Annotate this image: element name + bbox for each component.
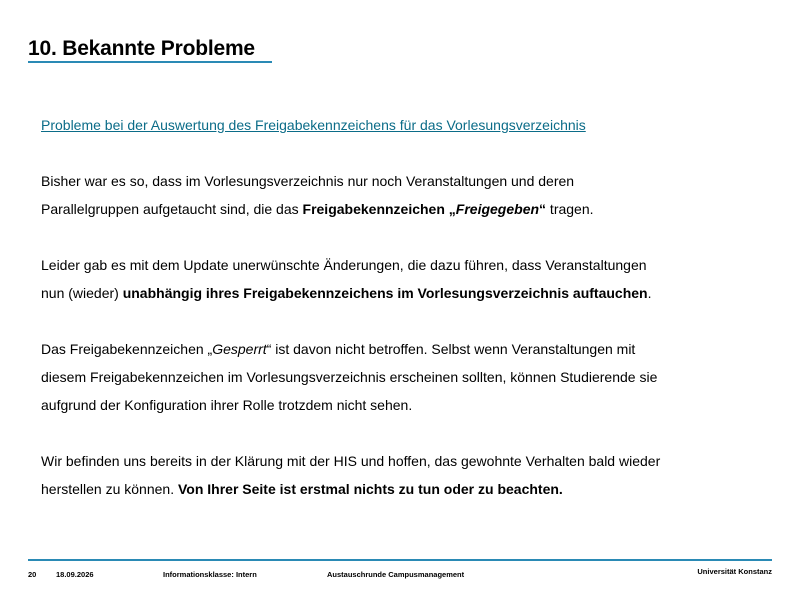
spacer [41, 223, 761, 251]
paragraph-2-text: nun (wieder) [41, 285, 123, 301]
paragraph-2-bold: unabhängig ihres Freigabekennzeichens im Vorlesungsverzeichnis auftauchen [122, 285, 648, 301]
paragraph-2 [41, 251, 761, 307]
footer-date: 18.09.2026 [56, 570, 94, 579]
footer-topic: Austauschrunde Campusmanagement [327, 570, 465, 579]
paragraph-4-bold: Von Ihrer Seite ist erstmal nichts zu tun oder zu beachten. [177, 481, 563, 497]
paragraph-3-italic: Gesperrt [212, 341, 267, 357]
paragraph-4-text: herstellen zu können. [41, 481, 178, 497]
section-heading [41, 111, 761, 139]
spacer [41, 139, 761, 167]
paragraph-1-bold: Freigabekennzeichen „ [302, 201, 456, 217]
page-title: 10. Bekannte Probleme [28, 37, 255, 60]
paragraph-3-line-2: diesem Freigabekennzeichen im Vorlesungsverzeichnis erscheinen sollten, können Studierende sie [41, 369, 658, 385]
footer-rule [28, 559, 772, 561]
paragraph-3 [41, 335, 761, 419]
paragraph-3-line-3: aufgrund der Konfiguration ihrer Rolle trotzdem nicht sehen. [41, 397, 413, 413]
paragraph-2-line-1: Leider gab es mit dem Update unerwünschte Änderungen, die dazu führen, dass Veranstaltungen [41, 257, 647, 273]
title-underline [28, 61, 272, 63]
paragraph-2-text-end: . [647, 285, 652, 301]
section-link[interactable]: Probleme bei der Auswertung des Freigabekennzeichens für das Vorlesungsverzeichnis [41, 117, 586, 133]
footer-classification: Informationsklasse: Intern [163, 570, 257, 579]
paragraph-1-bold-end: “ [539, 201, 547, 217]
slide-content [41, 111, 761, 503]
spacer [41, 307, 761, 335]
paragraph-3-text-end: “ ist davon nicht betroffen. Selbst wenn Veranstaltungen mit [266, 341, 636, 357]
page-number: 20 [28, 570, 37, 579]
paragraph-1-text-end: tragen. [546, 201, 594, 217]
paragraph-4-line-1: Wir befinden uns bereits in der Klärung mit der HIS und hoffen, das gewohnte Verhalten bald wieder [41, 453, 661, 469]
paragraph-4 [41, 447, 761, 503]
footer-university: Universität Konstanz [697, 567, 772, 576]
paragraph-1-line-1: Bisher war es so, dass im Vorlesungsverzeichnis nur noch Veranstaltungen und deren [41, 173, 575, 189]
paragraph-1-bold-italic: Freigegeben [455, 201, 540, 217]
paragraph-3-text: Das Freigabekennzeichen „ [41, 341, 213, 357]
paragraph-1-text: Parallelgruppen aufgetaucht sind, die das [41, 201, 303, 217]
paragraph-1 [41, 167, 761, 223]
spacer [41, 419, 761, 447]
